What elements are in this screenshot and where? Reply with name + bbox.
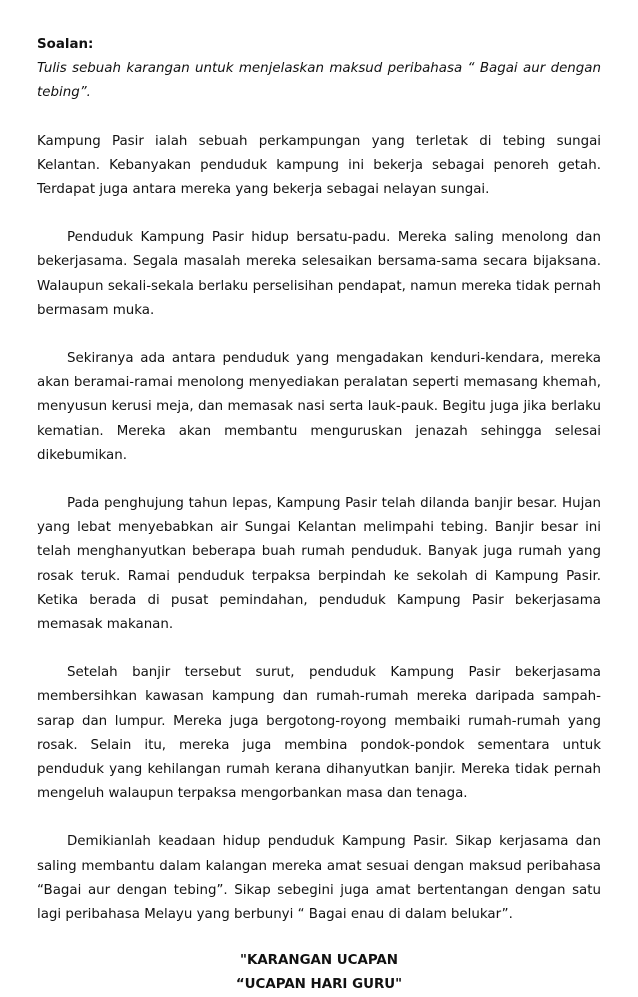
paragraph-5: Setelah banjir tersebut surut, penduduk Kampung Pasir bekerjasama membersihkan kawasan kampung dan rumah-rumah mereka daripada sampah-sarap dan lumpur. Mereka juga bergotong-royong membaiki rumah-rumah yang rosak. Selain itu, mereka juga membina pondok-pondok sementara untuk penduduk yang kehilangan rumah kerana dihanyutkan banjir. Mereka tidak pernah mengeluh walaupun terpaksa mengorbankan masa dan tenaga. (37, 665, 601, 802)
paragraph-3: Sekiranya ada antara penduduk yang mengadakan kenduri-kendara, mereka akan beramai-ramai menolong menyediakan peralatan seperti memasang khemah, menyusun kerusi meja, dan memasak nasi serta lauk-pauk. Begitu juga jika berlaku kematian. Mereka akan membantu menguruskan jenazah sehingga selesai dikebumikan. (37, 351, 601, 463)
question-label: Soalan: (37, 37, 94, 52)
paragraph-2: Penduduk Kampung Pasir hidup bersatu-padu. Mereka saling menolong dan bekerjasama. Segala masalah mereka selesaikan bersama-sama secara bijaksana. Walaupun sekali-sekala berlaku perselisihan pendapat, namun mereka tidak pernah bermasam muka. (37, 230, 601, 318)
footer-line-1: "KARANGAN UCAPAN (239, 953, 399, 969)
footer-line-2: “UCAPAN HARI GURU" (235, 977, 403, 993)
question-text: Tulis sebuah karangan untuk menjelaskan maksud peribahasa “ Bagai aur dengan tebing”. (37, 61, 601, 101)
footer-heading (37, 949, 601, 997)
paragraph-6: Demikianlah keadaan hidup penduduk Kampung Pasir. Sikap kerjasama dan saling membantu dalam kalangan mereka amat sesuai dengan maksud peribahasa “Bagai aur dengan tebing”. Sikap sebegini juga amat bertentangan dengan satu lagi peribahasa Melayu yang berbunyi “ Bagai enau di dalam belukar”. (37, 834, 601, 923)
paragraph-4: Pada penghujung tahun lepas, Kampung Pasir telah dilanda banjir besar. Hujan yang lebat menyebabkan air Sungai Kelantan melimpahi tebing. Banjir besar ini telah menghanyutkan beberapa buah rumah penduduk. Banyak juga rumah yang rosak teruk. Ramai penduduk terpaksa berpindah ke sekolah di Kampung Pasir. Ketika berada di pusat pemindahan, penduduk Kampung Pasir bekerjasama memasak makanan. (37, 496, 601, 633)
paragraph-1: Kampung Pasir ialah sebuah perkampungan yang terletak di tebing sungai Kelantan. Kebanyakan penduduk kampung ini bekerja sebagai penoreh getah. Terdapat juga antara mereka yang bekerja sebagai nelayan sungai. (37, 133, 601, 198)
